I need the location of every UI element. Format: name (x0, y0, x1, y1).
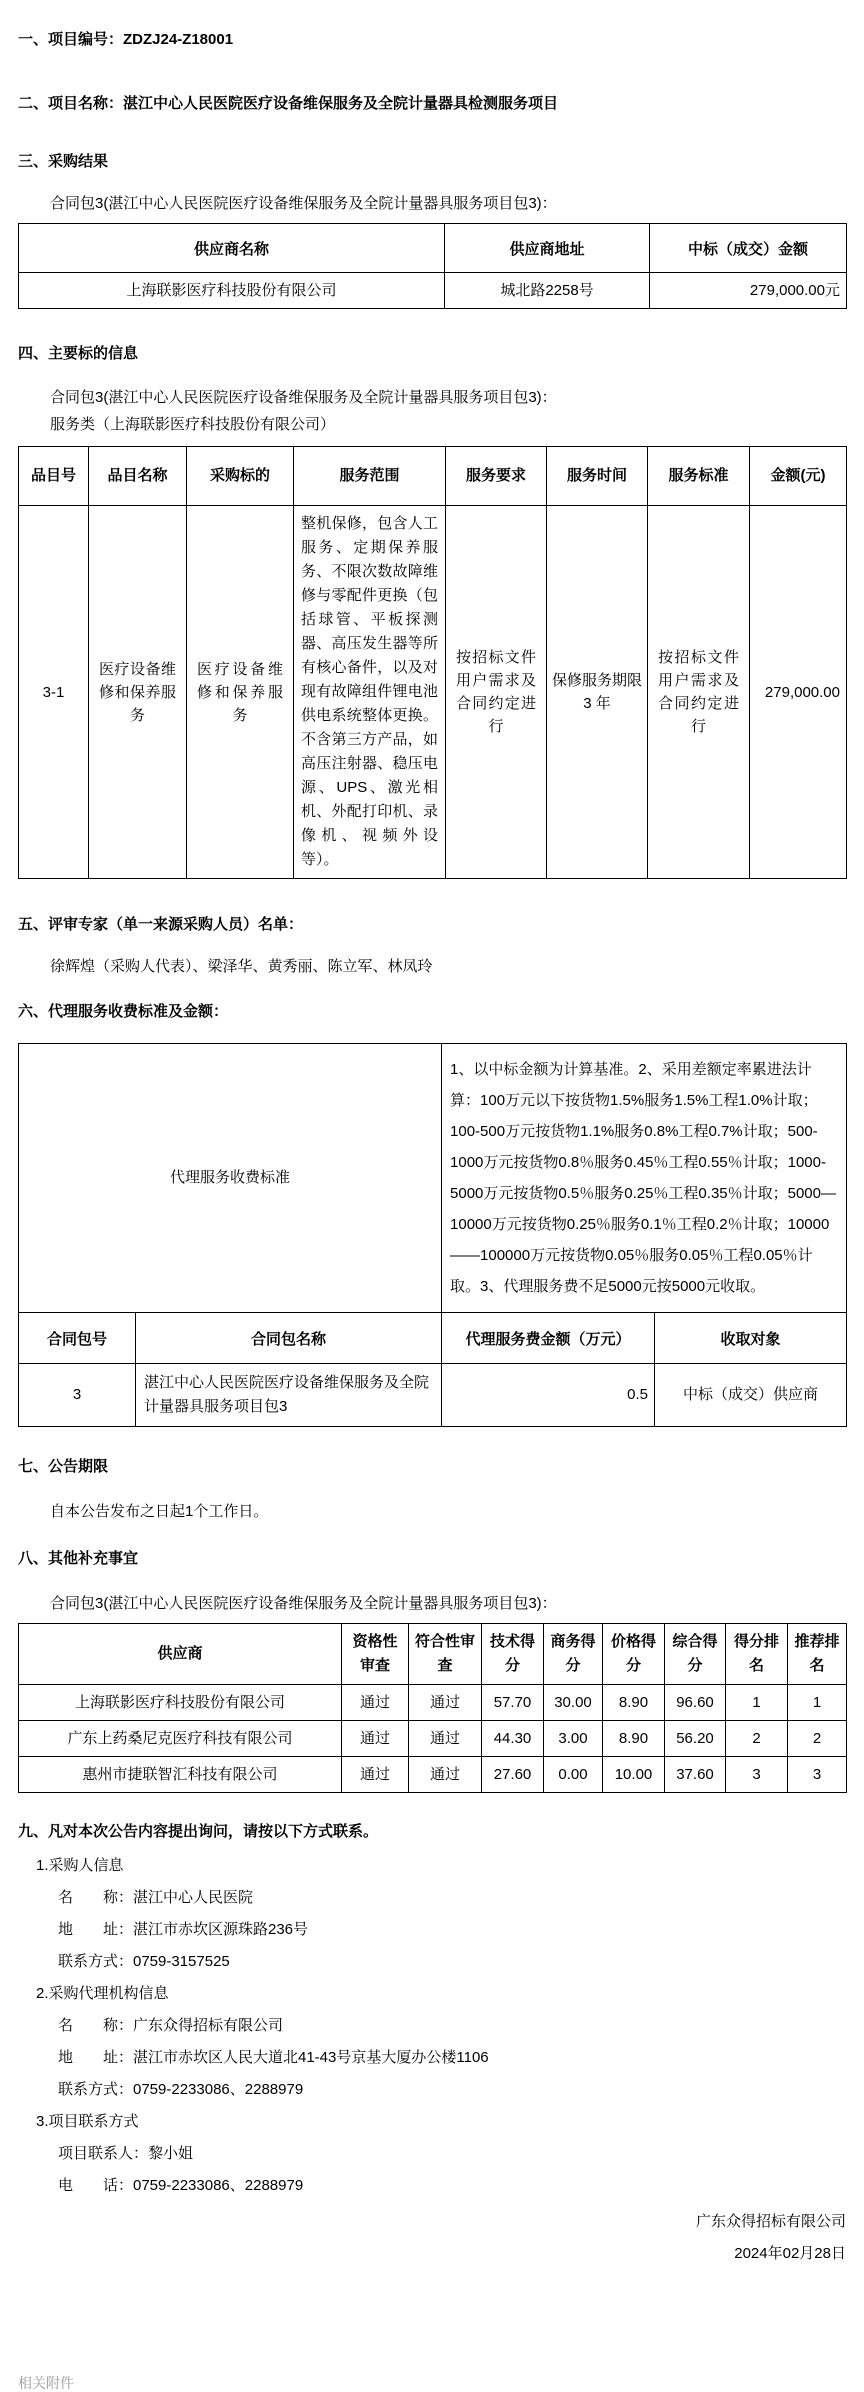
subject-header-standard: 服务标准 (648, 447, 750, 506)
eval-conformity: 通过 (409, 1685, 482, 1721)
subject-item-no: 3-1 (19, 506, 89, 879)
purchaser-address: 地 址：湛江市赤坎区源珠路236号 (58, 1921, 309, 1938)
purchaser-info-heading: 1.采购人信息 (36, 1857, 124, 1874)
eval-price-score: 10.00 (603, 1757, 665, 1793)
eval-conformity: 通过 (409, 1721, 482, 1757)
eval-qualification: 通过 (342, 1757, 409, 1793)
eval-conformity: 通过 (409, 1757, 482, 1793)
project-contact-person: 项目联系人：黎小姐 (58, 2145, 194, 2162)
subject-subject: 医疗设备维修和保养服务 (187, 506, 294, 879)
eval-total-score: 96.60 (665, 1685, 726, 1721)
footer-organization: 广东众得招标有限公司 (695, 2213, 846, 2230)
result-package-intro: 合同包3(湛江中心人民医院医疗设备维保服务及全院计量器具服务项目包3)： (50, 195, 557, 212)
eval-technical-score: 57.70 (482, 1685, 544, 1721)
eval-price-score: 8.90 (603, 1685, 665, 1721)
other-matters-package-intro: 合同包3(湛江中心人民医院医疗设备维保服务及全院计量器具服务项目包3)： (50, 1595, 557, 1612)
fee-amount-value: 0.5 (442, 1364, 655, 1427)
subject-header-item-no: 品目号 (19, 447, 89, 506)
table-row (19, 1044, 847, 1313)
purchaser-contact: 联系方式：0759-3157525 (58, 1953, 230, 1970)
fee-package-name: 湛江中心人民医院医疗设备维保服务及全院计量器具服务项目包3 (136, 1364, 442, 1427)
eval-business-score: 3.00 (544, 1721, 603, 1757)
eval-business-score: 0.00 (544, 1757, 603, 1793)
result-supplier-address: 城北路2258号 (445, 273, 650, 309)
eval-price-score: 8.90 (603, 1721, 665, 1757)
agency-info-heading: 2.采购代理机构信息 (36, 1985, 169, 2002)
eval-score-rank: 1 (726, 1685, 788, 1721)
table-row (19, 506, 847, 879)
section-other-matters-title: 八、其他补充事宜 (18, 1550, 139, 1567)
fee-header-fee-amount: 代理服务费金额（万元） (442, 1313, 655, 1364)
fee-payer: 中标（成交）供应商 (655, 1364, 847, 1427)
result-header-supplier-address: 供应商地址 (445, 224, 650, 273)
eval-recommend-rank: 1 (788, 1685, 847, 1721)
eval-recommend-rank: 3 (788, 1757, 847, 1793)
section-main-subject-title: 四、主要标的信息 (18, 345, 139, 362)
subject-time: 保修服务期限 3 年 (547, 506, 648, 879)
eval-header-recommend-rank: 推荐排名 (788, 1624, 847, 1685)
project-contact-phone: 电 话：0759-2233086、2288979 (58, 2177, 304, 2194)
announcement-period-content: 自本公告发布之日起1个工作日。 (50, 1503, 269, 1520)
subject-header-amount: 金额(元) (750, 447, 847, 506)
project-contact-heading: 3.项目联系方式 (36, 2113, 139, 2130)
eval-header-business-score: 商务得分 (544, 1624, 603, 1685)
evaluation-score-table (18, 1623, 847, 1793)
table-header-row (19, 1624, 847, 1685)
agency-name: 名 称：广东众得招标有限公司 (58, 2017, 284, 2034)
eval-header-technical-score: 技术得分 (482, 1624, 544, 1685)
eval-technical-score: 27.60 (482, 1757, 544, 1793)
eval-technical-score: 44.30 (482, 1721, 544, 1757)
eval-supplier: 广东上药桑尼克医疗科技有限公司 (19, 1721, 342, 1757)
table-row (19, 1685, 847, 1721)
fee-standard-text: 1、以中标金额为计算基准。2、采用差额定率累进法计算：100万元以下按货物1.5%服务1.5%工程1.0%计取；100-500万元按货物1.1%服务0.8%工程0.7%计取；500-1000万元按货物0.8％服务0.45％工程0.55％计取；1000-5000万元按货物0.5％服务0.25％工程0.35％计取；5000—10000万元按货物0.25％服务0.1％工程0.2％计取；10000——100000万元按货物0.05％服务0.05％工程0.05％计取。3、代理服务费不足5000元按5000元收取。 (442, 1044, 847, 1313)
footer-date: 2024年02月28日 (734, 2245, 846, 2262)
subject-header-requirement: 服务要求 (446, 447, 547, 506)
section-procurement-result-title: 三、采购结果 (18, 153, 109, 170)
procurement-result-table (18, 223, 847, 309)
eval-supplier: 惠州市捷联智汇科技有限公司 (19, 1757, 342, 1793)
agency-address: 地 址：湛江市赤坎区人民大道北41-43号京基大厦办公楼1106 (58, 2049, 489, 2066)
section-announcement-period-title: 七、公告期限 (18, 1458, 109, 1475)
agency-fee-table (18, 1043, 847, 1427)
table-row (19, 1757, 847, 1793)
main-subject-table (18, 446, 847, 879)
purchaser-name: 名 称：湛江中心人民医院 (58, 1889, 254, 1906)
section-agency-fee-title: 六、代理服务收费标准及金额： (18, 1003, 229, 1020)
subject-header-time: 服务时间 (547, 447, 648, 506)
result-header-supplier-name: 供应商名称 (19, 224, 445, 273)
table-row (19, 273, 847, 309)
fee-header-package-no: 合同包号 (19, 1313, 136, 1364)
eval-header-total-score: 综合得分 (665, 1624, 726, 1685)
subject-item-name: 医疗设备维修和保养服务 (89, 506, 187, 879)
announcement-document (0, 30, 864, 2264)
section-experts-title: 五、评审专家（单一来源采购人员）名单： (18, 916, 304, 933)
table-header-row (19, 224, 847, 273)
subject-package-intro: 合同包3(湛江中心人民医院医疗设备维保服务及全院计量器具服务项目包3)： (50, 389, 557, 406)
table-row (19, 1364, 847, 1427)
fee-header-package-name: 合同包名称 (136, 1313, 442, 1364)
eval-score-rank: 2 (726, 1721, 788, 1757)
table-row (19, 1721, 847, 1757)
eval-header-conformity: 符合性审查 (409, 1624, 482, 1685)
eval-header-supplier: 供应商 (19, 1624, 342, 1685)
subject-scope: 整机保修，包含人工服务、定期保养服务、不限次数故障维修与零配件更换（包括球管、平板探测器、高压发生器等所有核心备件，以及对现有故障组件锂电池供电系统整体更换。不含第三方产品，如高压注射器、稳压电源、UPS、激光相机、外配打印机、录像机、视频外设 等）。 (294, 506, 446, 879)
eval-qualification: 通过 (342, 1685, 409, 1721)
section-project-number-title: 一、项目编号：ZDZJ24-Z18001 (18, 31, 234, 48)
subject-category-line: 服务类（上海联影医疗科技股份有限公司） (50, 416, 336, 433)
subject-requirement: 按招标文件用户需求及合同约定进行 (446, 506, 547, 879)
fee-package-no: 3 (19, 1364, 136, 1427)
result-supplier-name: 上海联影医疗科技股份有限公司 (19, 273, 445, 309)
table-header-row (19, 1313, 847, 1364)
fee-standard-label: 代理服务收费标准 (19, 1044, 442, 1313)
subject-header-item-name: 品目名称 (89, 447, 187, 506)
fee-header-payer: 收取对象 (655, 1313, 847, 1364)
section-project-name-title: 二、项目名称：湛江中心人民医院医疗设备维保服务及全院计量器具检测服务项目 (18, 95, 559, 112)
subject-amount: 279,000.00 (750, 506, 847, 879)
subject-header-scope: 服务范围 (294, 447, 446, 506)
eval-total-score: 37.60 (665, 1757, 726, 1793)
subject-standard: 按招标文件用户需求及合同约定进行 (648, 506, 750, 879)
eval-header-score-rank: 得分排名 (726, 1624, 788, 1685)
agency-contact: 联系方式：0759-2233086、2288979 (58, 2081, 304, 2098)
eval-total-score: 56.20 (665, 1721, 726, 1757)
table-header-row (19, 447, 847, 506)
eval-supplier: 上海联影医疗科技股份有限公司 (19, 1685, 342, 1721)
eval-header-price-score: 价格得分 (603, 1624, 665, 1685)
eval-business-score: 30.00 (544, 1685, 603, 1721)
eval-score-rank: 3 (726, 1757, 788, 1793)
result-header-award-amount: 中标（成交）金额 (650, 224, 847, 273)
section-contact-title: 九、凡对本次公告内容提出询问，请按以下方式联系。 (18, 1823, 379, 1840)
eval-header-qualification: 资格性审查 (342, 1624, 409, 1685)
eval-qualification: 通过 (342, 1721, 409, 1757)
related-attachment-label: 相关附件 (18, 2375, 74, 2391)
experts-name-list: 徐辉煌（采购人代表）、梁泽华、黄秀丽、陈立军、林凤玲 (50, 958, 433, 975)
subject-header-subject: 采购标的 (187, 447, 294, 506)
eval-recommend-rank: 2 (788, 1721, 847, 1757)
result-award-amount: 279,000.00元 (650, 273, 847, 309)
